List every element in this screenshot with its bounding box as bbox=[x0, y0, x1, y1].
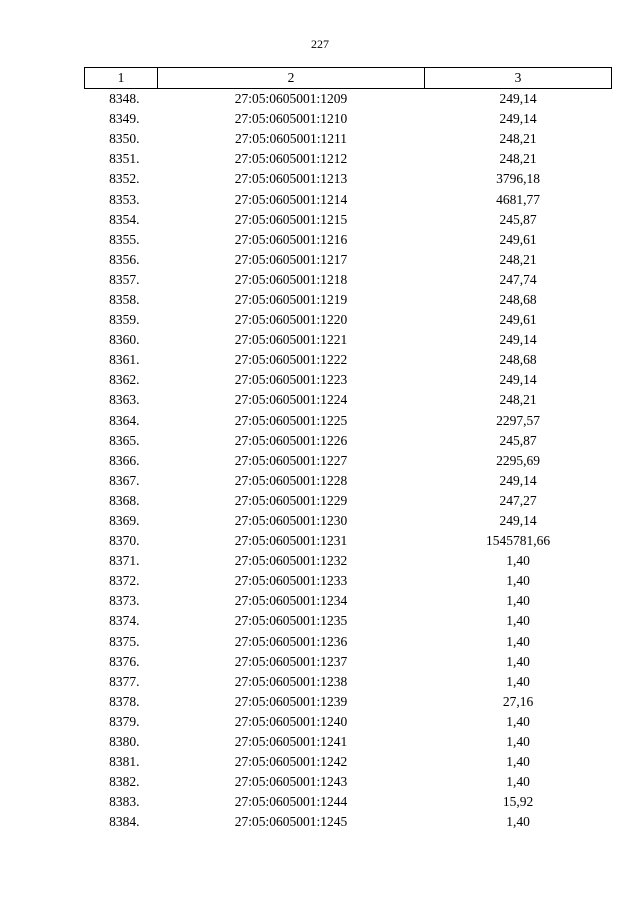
table-row bbox=[85, 189, 612, 209]
row-value: 247,74 bbox=[499, 271, 537, 287]
table-row bbox=[85, 652, 612, 672]
row-number: 8367. bbox=[109, 472, 140, 488]
table-row bbox=[85, 511, 612, 531]
table-row bbox=[85, 390, 612, 410]
cadastral-number: 27:05:0605001:1245 bbox=[234, 814, 348, 830]
table-row bbox=[85, 712, 612, 732]
cadastral-number: 27:05:0605001:1240 bbox=[234, 713, 348, 729]
cadastral-number: 27:05:0605001:1226 bbox=[234, 432, 348, 448]
row-value: 249,14 bbox=[499, 513, 537, 529]
table-row bbox=[85, 451, 612, 471]
cadastral-number: 27:05:0605001:1229 bbox=[234, 492, 348, 508]
table-row bbox=[85, 812, 612, 832]
cadastral-number: 27:05:0605001:1223 bbox=[234, 372, 348, 388]
table-row bbox=[85, 129, 612, 149]
table-row bbox=[85, 491, 612, 511]
row-number: 8364. bbox=[109, 412, 140, 428]
cadastral-number: 27:05:0605001:1228 bbox=[234, 472, 348, 488]
table-row bbox=[85, 792, 612, 812]
row-value: 4681,77 bbox=[496, 191, 540, 207]
row-number: 8354. bbox=[109, 211, 140, 227]
table-row bbox=[85, 411, 612, 431]
cadastral-number: 27:05:0605001:1233 bbox=[234, 573, 348, 589]
cadastral-number: 27:05:0605001:1236 bbox=[234, 633, 348, 649]
row-number: 8358. bbox=[109, 291, 140, 307]
cadastral-number: 27:05:0605001:1227 bbox=[234, 452, 348, 468]
row-number: 8377. bbox=[109, 673, 140, 689]
cadastral-number: 27:05:0605001:1237 bbox=[234, 653, 348, 669]
row-value: 1,40 bbox=[506, 754, 530, 770]
table-header bbox=[85, 68, 612, 89]
row-number: 8370. bbox=[109, 533, 140, 549]
row-value: 3796,18 bbox=[496, 171, 540, 187]
row-number: 8372. bbox=[109, 573, 140, 589]
column-header-1: 1 bbox=[85, 68, 158, 89]
row-value: 249,14 bbox=[499, 372, 537, 388]
row-value: 249,14 bbox=[499, 91, 537, 107]
cadastral-number: 27:05:0605001:1211 bbox=[234, 131, 347, 147]
row-number: 8363. bbox=[109, 392, 140, 408]
row-value: 248,21 bbox=[499, 392, 537, 408]
row-number: 8378. bbox=[109, 693, 140, 709]
row-number: 8375. bbox=[109, 633, 140, 649]
table-row bbox=[85, 169, 612, 189]
table-row bbox=[85, 350, 612, 370]
cadastral-number: 27:05:0605001:1235 bbox=[234, 613, 348, 629]
cadastral-number: 27:05:0605001:1212 bbox=[234, 151, 348, 167]
row-value: 1,40 bbox=[506, 613, 530, 629]
cadastral-number: 27:05:0605001:1224 bbox=[234, 392, 348, 408]
table-row bbox=[85, 531, 612, 551]
table-row bbox=[85, 551, 612, 571]
row-number: 8369. bbox=[109, 513, 140, 529]
row-number: 8384. bbox=[109, 814, 140, 830]
page-number: 227 bbox=[311, 37, 329, 51]
cadastral-number: 27:05:0605001:1230 bbox=[234, 513, 348, 529]
header-row bbox=[85, 68, 612, 89]
cadastral-number: 27:05:0605001:1221 bbox=[234, 332, 348, 348]
row-number: 8355. bbox=[109, 231, 140, 247]
cadastral-number: 27:05:0605001:1219 bbox=[234, 291, 348, 307]
cadastral-number: 27:05:0605001:1244 bbox=[234, 794, 348, 810]
table-row bbox=[85, 632, 612, 652]
table-row bbox=[85, 672, 612, 692]
row-number: 8349. bbox=[109, 111, 140, 127]
row-number: 8359. bbox=[109, 312, 140, 328]
cadastral-number: 27:05:0605001:1215 bbox=[234, 211, 348, 227]
table-row bbox=[85, 290, 612, 310]
row-value: 1,40 bbox=[506, 573, 530, 589]
row-number: 8380. bbox=[109, 734, 140, 750]
row-number: 8366. bbox=[109, 452, 140, 468]
table-row bbox=[85, 471, 612, 491]
table-row bbox=[85, 772, 612, 792]
cadastral-number: 27:05:0605001:1209 bbox=[234, 91, 348, 107]
row-number: 8383. bbox=[109, 794, 140, 810]
row-number: 8361. bbox=[109, 352, 140, 368]
table-row bbox=[85, 732, 612, 752]
row-value: 249,14 bbox=[499, 332, 537, 348]
table-row bbox=[85, 330, 612, 350]
row-number: 8376. bbox=[109, 653, 140, 669]
cadastral-number: 27:05:0605001:1216 bbox=[234, 231, 348, 247]
row-number: 8365. bbox=[109, 432, 140, 448]
table-row bbox=[85, 752, 612, 772]
cadastral-number: 27:05:0605001:1241 bbox=[234, 734, 348, 750]
table-body bbox=[85, 89, 612, 833]
row-value: 248,21 bbox=[499, 251, 537, 267]
table-row bbox=[85, 109, 612, 129]
row-value: 1,40 bbox=[506, 713, 530, 729]
table-row bbox=[85, 611, 612, 631]
row-value: 2297,57 bbox=[496, 412, 540, 428]
row-number: 8371. bbox=[109, 553, 140, 569]
data-table bbox=[84, 67, 612, 832]
row-value: 27,16 bbox=[502, 693, 534, 709]
row-number: 8357. bbox=[109, 271, 140, 287]
row-value: 249,14 bbox=[499, 472, 537, 488]
column-header-3: 3 bbox=[425, 68, 612, 89]
row-value: 248,21 bbox=[499, 151, 537, 167]
row-value: 247,27 bbox=[499, 492, 537, 508]
row-number: 8368. bbox=[109, 492, 140, 508]
row-value: 249,61 bbox=[499, 231, 537, 247]
row-value: 248,68 bbox=[499, 352, 537, 368]
cadastral-number: 27:05:0605001:1243 bbox=[234, 774, 348, 790]
row-value: 1545781,66 bbox=[485, 533, 551, 549]
table-row bbox=[85, 370, 612, 390]
table-row bbox=[85, 230, 612, 250]
cadastral-number: 27:05:0605001:1234 bbox=[234, 593, 348, 609]
row-number: 8350. bbox=[109, 131, 140, 147]
row-value: 1,40 bbox=[506, 774, 530, 790]
cadastral-number: 27:05:0605001:1239 bbox=[234, 693, 348, 709]
cadastral-number: 27:05:0605001:1218 bbox=[234, 271, 348, 287]
row-value: 1,40 bbox=[506, 734, 530, 750]
row-number: 8353. bbox=[109, 191, 140, 207]
row-number: 8352. bbox=[109, 171, 140, 187]
row-number: 8382. bbox=[109, 774, 140, 790]
table-row bbox=[85, 270, 612, 290]
cadastral-number: 27:05:0605001:1238 bbox=[234, 673, 348, 689]
row-value: 245,87 bbox=[499, 211, 537, 227]
cadastral-number: 27:05:0605001:1214 bbox=[234, 191, 348, 207]
column-header-2: 2 bbox=[158, 68, 425, 89]
table-row bbox=[85, 250, 612, 270]
row-value: 248,68 bbox=[499, 291, 537, 307]
row-value: 245,87 bbox=[499, 432, 537, 448]
table-row bbox=[85, 431, 612, 451]
row-value: 1,40 bbox=[506, 633, 530, 649]
row-number: 8351. bbox=[109, 151, 140, 167]
row-number: 8360. bbox=[109, 332, 140, 348]
row-number: 8373. bbox=[109, 593, 140, 609]
row-number: 8362. bbox=[109, 372, 140, 388]
row-number: 8356. bbox=[109, 251, 140, 267]
row-value: 1,40 bbox=[506, 553, 530, 569]
row-value: 249,61 bbox=[499, 312, 537, 328]
row-value: 1,40 bbox=[506, 814, 530, 830]
cadastral-number: 27:05:0605001:1225 bbox=[234, 412, 348, 428]
table-row bbox=[85, 591, 612, 611]
cadastral-number: 27:05:0605001:1242 bbox=[234, 754, 348, 770]
row-value: 248,21 bbox=[499, 131, 537, 147]
table-row bbox=[85, 149, 612, 169]
row-number: 8348. bbox=[109, 91, 140, 107]
cadastral-number: 27:05:0605001:1210 bbox=[234, 111, 348, 127]
cadastral-number: 27:05:0605001:1220 bbox=[234, 312, 348, 328]
cadastral-number: 27:05:0605001:1231 bbox=[234, 533, 348, 549]
table-row bbox=[85, 692, 612, 712]
row-number: 8381. bbox=[109, 754, 140, 770]
row-value: 1,40 bbox=[506, 673, 530, 689]
row-value: 1,40 bbox=[506, 593, 530, 609]
row-number: 8379. bbox=[109, 713, 140, 729]
table-row bbox=[85, 310, 612, 330]
table-row bbox=[85, 571, 612, 591]
row-value: 15,92 bbox=[502, 794, 534, 810]
cadastral-number: 27:05:0605001:1217 bbox=[234, 251, 348, 267]
row-value: 1,40 bbox=[506, 653, 530, 669]
cadastral-number: 27:05:0605001:1213 bbox=[234, 171, 348, 187]
cadastral-number: 27:05:0605001:1222 bbox=[234, 352, 348, 368]
row-value: 2295,69 bbox=[496, 452, 540, 468]
row-value: 249,14 bbox=[499, 111, 537, 127]
table-row bbox=[85, 210, 612, 230]
table-row bbox=[85, 89, 612, 110]
row-number: 8374. bbox=[109, 613, 140, 629]
cadastral-number: 27:05:0605001:1232 bbox=[234, 553, 348, 569]
